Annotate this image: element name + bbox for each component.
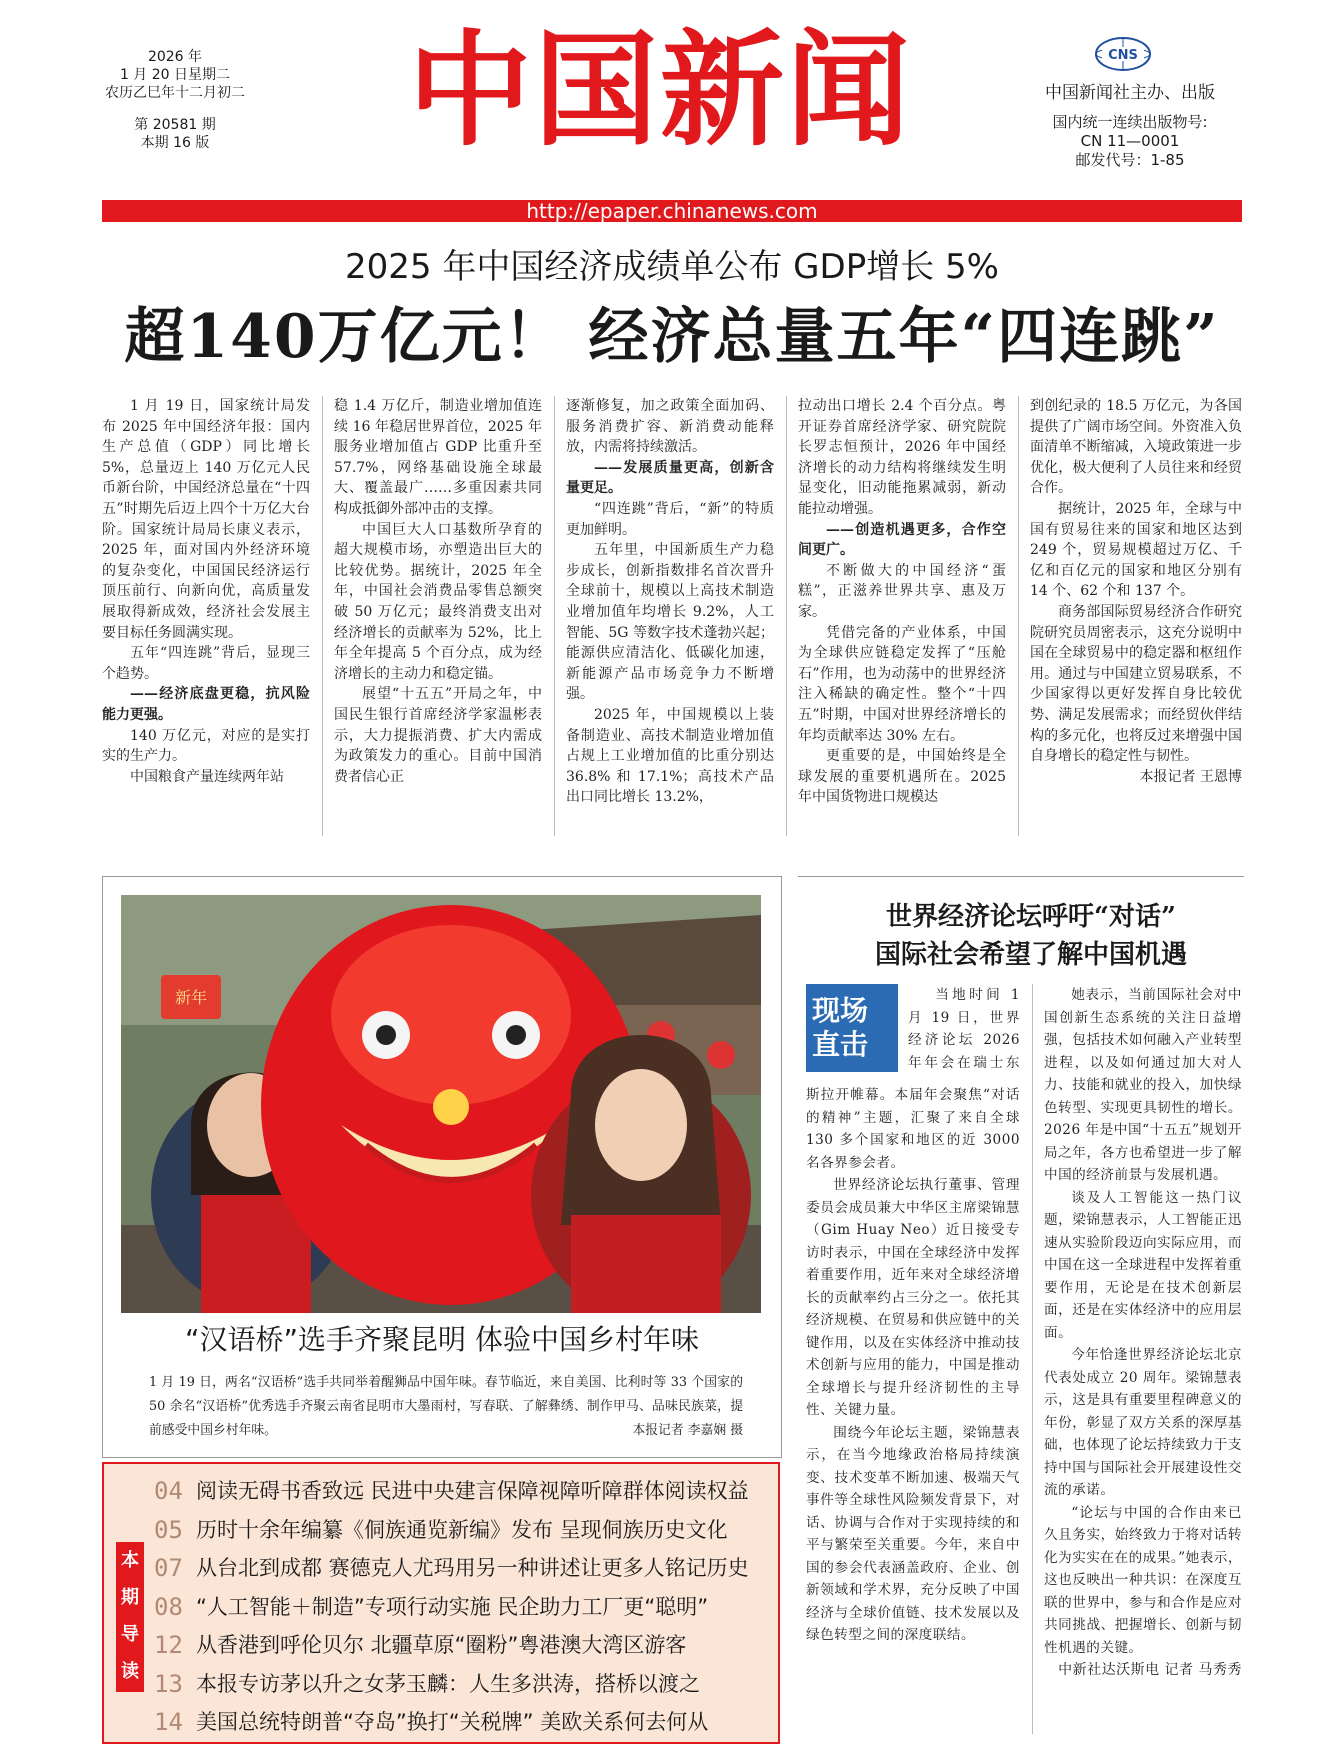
paragraph: 围绕今年论坛主题，梁锦慧表示，在当今地缘政治格局持续演变、技术变革不断加速、极端天气事件等全球性风险频发背景下，对话、协调与合作对于实现持续的和平与繁荣至关重要。今年，来自中国的参会代表涵盖政府、企业、创新领域和学术界，充分反映了中国经济与全球价值链、技术发展以及绿色转型之间的深度联结。 [806, 1424, 1020, 1643]
column-divider [786, 396, 787, 836]
guide-page-number: 08 [154, 1592, 183, 1621]
section-heading: ——发展质量更高，创新含量更足。 [566, 459, 774, 497]
lead-subhead: 2025 年中国经济成绩单公布 GDP增长 5% [345, 247, 999, 287]
section-heading: ——创造机遇更多，合作空间更广。 [798, 521, 1006, 559]
guide-item[interactable] [154, 1665, 774, 1704]
cns-logo-icon [1094, 36, 1152, 72]
paragraph: 稳 1.4 万亿斤，制造业增加值连续 16 年稳居世界首位，2025 年服务业增加值占 GDP 比重升至 57.7%，网络基础设施全球最大、覆盖最广……多重因素共同构成抵御外部冲击的支撑。 [334, 398, 542, 517]
photo-illustration [121, 895, 761, 1313]
lead-column-2 [334, 396, 542, 846]
guide-headline: 美国总统特朗普“夺岛”换打“关税牌” 美欧关系何去何从 [196, 1710, 709, 1734]
live-tag-line-2: 直击 [812, 1028, 869, 1061]
live-tag-line-1: 现场 [812, 994, 869, 1027]
date-lunar: 农历乙巳年十二月初二 [105, 85, 245, 101]
date-day: 1 月 20 日星期二 [119, 67, 231, 83]
lead-column-5 [1030, 396, 1242, 846]
paragraph: 不断做大的中国经济“蛋糕”，正滋养世界共享、惠及万家。 [798, 562, 1006, 620]
paragraph: 凭借完备的产业体系，中国为全球供应链稳定发挥了“压舱石”作用，也为动荡中的世界经济注入稀缺的确定性。整个“十四五”时期，中国对世界经济增长的年均贡献率达 30% 左右。 [798, 624, 1006, 744]
guide-item[interactable] [154, 1703, 774, 1742]
guide-page-number: 14 [154, 1708, 183, 1736]
guide-page-number: 13 [154, 1669, 183, 1698]
guide-headline: 阅读无碍书香致远 民进中央建言保障视障听障群体阅读权益 [196, 1479, 749, 1503]
photo-title: “汉语桥”选手齐聚昆明 体验中国乡村年味 [185, 1323, 699, 1356]
postal-code: 邮发代号：1-85 [1075, 151, 1185, 169]
paragraph: 拉动出口增长 2.4 个百分点。粤开证券首席经济学家、研究院院长罗志恒预计，2026 年中国经济增长的动力结构将继续发生明显变化，旧动能拖累减弱，新动能拉动增强。 [798, 398, 1006, 517]
column-divider [554, 396, 555, 836]
guide-page-number: 12 [154, 1631, 183, 1659]
guide-label [116, 1542, 144, 1692]
right-article-intro [908, 984, 1020, 1076]
paragraph: 中国粮食产量连续两年站 [130, 768, 284, 785]
paragraph: 五年“四连跳”背后，显现三个趋势。 [102, 645, 310, 682]
right-article-byline: 中新社达沃斯电 记者 马秀秀 [1058, 1662, 1242, 1678]
serial-label: 国内统一连续出版物号: [1052, 113, 1208, 131]
right-article-column-2 [1044, 984, 1242, 1744]
right-article-title [820, 898, 1242, 974]
lead-headline: 超140万亿元！ 经济总量五年“四连跳” [124, 302, 1220, 372]
date-year: 2026 年 [147, 49, 203, 65]
guide-headline: “人工智能＋制造”专项行动实施 民企助力工厂更“聪明” [196, 1594, 709, 1619]
lion-dance-photo[interactable] [121, 895, 761, 1313]
lead-byline: 本报记者 王恩博 [1139, 768, 1242, 785]
url-bar[interactable]: http://epaper.chinanews.com [102, 200, 1242, 222]
guide-item[interactable] [154, 1472, 774, 1511]
paragraph: 商务部国际贸易经济合作研究院研究员周密表示，这充分说明中国在全球贸易中的稳定器和枢纽作用。通过与中国建立贸易联系，不少国家得以更好发挥自身比较优势、满足发展需求；而经贸伙伴结构的多元化，也将反过来增强中国自身增长的稳定性与韧性。 [1030, 603, 1242, 765]
paragraph: 到创纪录的 18.5 万亿元，为各国提供了广阔市场空间。外资准入负面清单不断缩减，入境政策进一步优化，极大便利了人员往来和经贸合作。 [1030, 398, 1242, 497]
photo-credit: 本报记者 李嘉娴 摄 [632, 1423, 743, 1438]
paragraph: 谈及人工智能这一热门议题，梁锦慧表示，人工智能正迅速从实验阶段迈向实际应用，而中国在这一全球进程中发挥着重要作用，无论是在技术创新层面，还是在实体经济中的应用层面。 [1044, 1189, 1242, 1341]
serial-number: CN 11—0001 [1080, 132, 1180, 150]
page-count: 本期 16 版 [140, 135, 210, 151]
lead-column-4 [798, 396, 1006, 846]
paragraph: 她表示，当前国际社会对中国创新生态系统的关注日益增强，包括技术如何融入产业转型进程，以及如何通过加大对人力、技能和就业的投入，加快绿色转型、实现更具韧性的增长。2026 年是中国“十五五”规划开局之年，各方也希望进一步了解中国的经济前景与发展机遇。 [1044, 987, 1242, 1183]
guide-headline: 历时十余年编纂《侗族通览新编》发布 呈现侗族历史文化 [196, 1517, 728, 1542]
guide-item[interactable] [154, 1626, 774, 1665]
cns-logo-text: CNS [1108, 48, 1138, 63]
photo-caption [149, 1371, 743, 1443]
sign-text: 新年 [174, 988, 208, 1007]
lead-column-1 [102, 396, 310, 846]
right-title-line-2: 国际社会希望了解中国机遇 [874, 940, 1187, 970]
column-divider [1018, 396, 1019, 836]
paragraph: “四连跳”背后，“新”的特质更加鲜明。 [566, 500, 774, 538]
guide-item[interactable] [154, 1588, 774, 1627]
guide-label-text: 本期导读 [121, 1550, 139, 1682]
paragraph: 2025 年，中国规模以上装备制造业、高技术制造业增加值占规上工业增加值的比重分别达 36.8% 和 17.1%；高技术产品出口同比增长 13.2%， [566, 706, 774, 806]
date-block [95, 48, 255, 152]
issue-number: 第 20581 期 [134, 117, 216, 133]
column-divider [1032, 984, 1033, 1734]
paragraph: 斯拉开帷幕。本届年会聚焦“对话的精神”主题，汇聚了来自全球 130 多个国家和地区的近 3000 名各界参会者。 [806, 1087, 1020, 1171]
paragraph: 1 月 19 日，国家统计局发布 2025 年中国经济年报：国内生产总值（GDP）同比增长 5%，总量迈上 140 万亿元人民币新台阶，中国经济总量在“十四五”时期先后迈上四个十万亿大台阶。国家统计局局长康义表示，2025 年，面对国内外经济环境的复杂变化，中国国民经济运行顶压前行、向新向优，高质量发展取得新成效，经济社会发展主要目标任务圆满实现。 [102, 398, 310, 641]
article-top-rule [798, 876, 1244, 877]
guide-item[interactable] [154, 1511, 774, 1550]
live-report-tag [806, 984, 898, 1072]
right-title-line-1: 世界经济论坛呼吁“对话” [886, 902, 1176, 932]
publisher: 中国新闻社主办、出版 [1045, 83, 1215, 103]
lead-column-3 [566, 396, 774, 846]
right-article-column-1 [806, 1084, 1020, 1744]
paragraph: 140 万亿元，对应的是实打实的生产力。 [102, 727, 310, 765]
column-divider [322, 396, 323, 836]
guide-item[interactable] [154, 1549, 774, 1588]
paragraph: 世界经济论坛执行董事、管理委员会成员兼大中华区主席梁锦慧（Gim Huay Neo）近日接受专访时表示，中国在全球经济中发挥着重要作用，近年来对全球经济增长的贡献率约占三分之一。依托其经济规模、在贸易和供应链中的关键作用，以及在实体经济中推动技术创新与应用的能力，中国是推动全球增长与提升经济韧性的主导性、关键力量。 [806, 1177, 1020, 1418]
section-heading: ——经济底盘更稳，抗风险能力更强。 [102, 686, 310, 723]
photo-caption-text: 1 月 19 日，两名“汉语桥”选手共同举着醒狮品中国年味。春节临近，来自美国、比利时等 33 个国家的 50 余名“汉语桥”优秀选手齐聚云南省昆明市大墨雨村，写春联、了解彝绣、制作甲马、品味民族菜，提前感受中国乡村年味。 [149, 1375, 743, 1438]
guide-page-number: 04 [154, 1477, 183, 1505]
paragraph: 据统计，2025 年，全球与中国有贸易往来的国家和地区达到 249 个，贸易规模超过万亿、千亿和百亿元的国家和地区分别有 14 个、62 个和 137 个。 [1030, 500, 1242, 600]
guide-headline: 本报专访茅以升之女茅玉麟：人生多洪涛，搭桥以渡之 [196, 1671, 700, 1696]
paragraph: 五年里，中国新质生产力稳步成长，创新指数排名首次晋升全球前十，规模以上高技术制造业增加值年均增长 9.2%，人工智能、5G 等数字技术蓬勃兴起；能源供应清洁化、低碳化加速，新能源产品市场竞争力不断增强。 [566, 542, 774, 703]
paragraph: 更重要的是，中国始终是全球发展的重要机遇所在。2025 年中国货物进口规模达 [798, 748, 1006, 806]
guide-page-number: 07 [154, 1554, 183, 1582]
paragraph: 当地时间 1 月 19 日，世界经济论坛 2026 年年会在瑞士东 [908, 987, 1020, 1071]
issue-guide [102, 1462, 780, 1744]
paragraph: 中国巨大人口基数所孕育的超大规模市场，亦塑造出巨大的比较优势。据统计，2025 年全年，中国社会消费品零售总额突破 50 万亿元；最终消费支出对经济增长的贡献率为 52%，比上年全年提高 5 个百分点，成为经济增长的主动力和稳定锚。 [334, 521, 542, 682]
guide-headline: 从台北到成都 赛德克人尤玛用另一种讲述让更多人铭记历史 [196, 1556, 749, 1580]
photo-feature [102, 876, 782, 1458]
paragraph: 展望“十五五”开局之年，中国民生银行首席经济学家温彬表示，大力提振消费、扩大内需成为政策发力的重心。目前中国消费者信心正 [334, 686, 542, 785]
paragraph: 逐渐修复，加之政策全面加码、服务消费扩容、新消费动能释放，内需将持续激活。 [566, 398, 774, 456]
paragraph: “论坛与中国的合作由来已久且务实，始终致力于将对话转化为实实在在的成果。”她表示，这也反映出一种共识：在深度互联的世界中，参与和合作是应对共同挑战、把握增长、创新与韧性机遇的关键。 [1044, 1504, 1242, 1656]
newspaper-title: 中国新闻 [407, 18, 912, 163]
guide-headline: 从香港到呼伦贝尔 北疆草原“圈粉”粤港澳大湾区游客 [196, 1633, 687, 1657]
guide-list [154, 1472, 774, 1742]
guide-page-number: 05 [154, 1515, 183, 1544]
publisher-block [1020, 84, 1240, 170]
paragraph: 今年恰逢世界经济论坛北京代表处成立 20 周年。梁锦慧表示，这是具有重要里程碑意义的年份，彰显了双方关系的深厚基础，也体现了论坛持续致力于支持中国与国际社会开展建设性交流的承诺。 [1044, 1347, 1242, 1498]
